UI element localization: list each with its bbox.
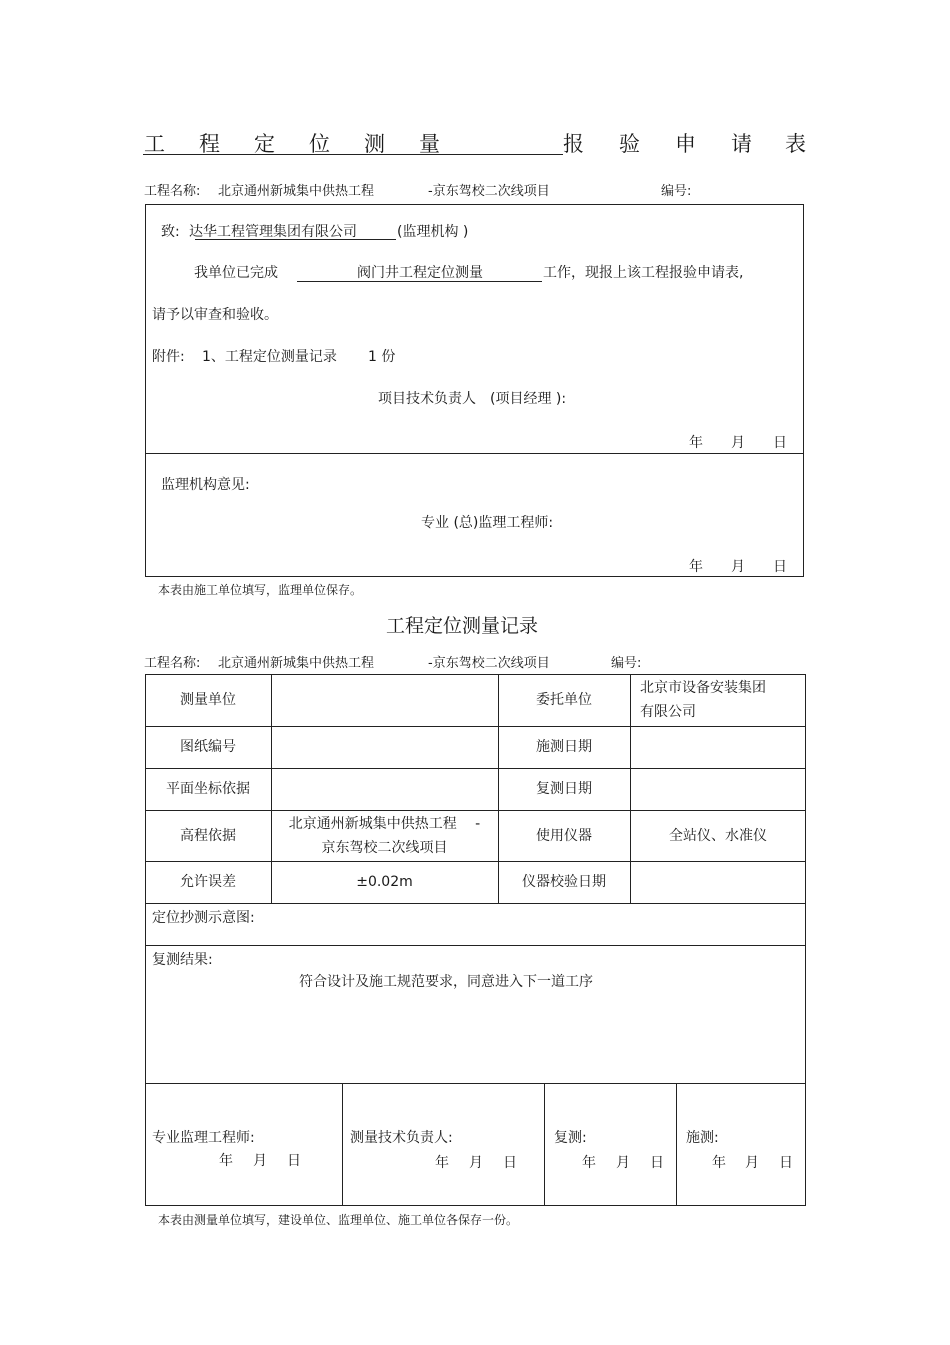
completed-prefix: 我单位已完成 bbox=[194, 265, 278, 281]
value-elevation-basis[interactable] bbox=[271, 810, 498, 861]
divider bbox=[145, 453, 804, 454]
review-line: 请予以审查和验收。 bbox=[152, 307, 278, 323]
date-year: 年 bbox=[689, 435, 703, 451]
completed-work: 阀门井工程定位测量 bbox=[357, 265, 483, 281]
date-day: 日 bbox=[773, 435, 787, 451]
client-unit-line1: 北京市设备安装集团 bbox=[640, 680, 766, 696]
form1-title-char: 测 bbox=[364, 132, 385, 156]
form1-title-char: 申 bbox=[675, 132, 696, 156]
form1-title-char: 量 bbox=[419, 132, 440, 156]
recheck-label: 复测结果: bbox=[152, 952, 213, 968]
project-label: 工程名称: bbox=[144, 184, 201, 199]
form1-title-char: 工 bbox=[144, 132, 165, 156]
sign-surveyor-label: 施测: bbox=[686, 1130, 719, 1146]
number-label: 编号: bbox=[661, 184, 692, 199]
form1-title-char: 位 bbox=[309, 132, 330, 156]
date-month: 月 bbox=[253, 1153, 267, 1169]
row-line bbox=[145, 903, 806, 904]
label-client-unit: 委托单位 bbox=[536, 692, 592, 708]
form2-footnote: 本表由测量单位填写，建设单位、监理单位、施工单位各保存一份。 bbox=[158, 1213, 519, 1227]
form1-title-char: 报 bbox=[563, 132, 584, 156]
date-month: 月 bbox=[731, 559, 745, 575]
label-elevation-basis: 高程依据 bbox=[180, 827, 236, 844]
project-name: 北京通州新城集中供热工程 bbox=[218, 656, 375, 671]
sign-recheck-label: 复测: bbox=[554, 1130, 587, 1146]
client-unit-line2: 有限公司 bbox=[640, 704, 696, 720]
col-line bbox=[342, 1083, 343, 1206]
project-name-suffix: -京东驾校二次线项目 bbox=[428, 184, 550, 199]
date-month: 月 bbox=[745, 1155, 759, 1171]
date-day: 日 bbox=[779, 1155, 793, 1171]
date-month: 月 bbox=[469, 1155, 483, 1171]
to-org-underline bbox=[195, 239, 396, 240]
value-instrument[interactable]: 全站仪、水准仪 bbox=[669, 827, 767, 844]
value-calibration-date[interactable] bbox=[630, 861, 806, 903]
value-tolerance[interactable]: ±0.02m bbox=[356, 874, 413, 890]
supervisor-engineer-label: 专业 (总)监理工程师: bbox=[421, 515, 554, 531]
value-client-unit[interactable] bbox=[630, 674, 806, 726]
date-year: 年 bbox=[689, 559, 703, 575]
attach-count: 1 份 bbox=[368, 349, 396, 365]
value-plane-coordinate-basis[interactable] bbox=[271, 768, 498, 810]
sketch-label: 定位抄测示意图: bbox=[152, 910, 255, 926]
form2-title: 工程定位测量记录 bbox=[386, 615, 539, 637]
title-underline bbox=[143, 154, 563, 155]
label-drawing-number: 图纸编号 bbox=[180, 739, 236, 755]
col-line bbox=[544, 1083, 545, 1206]
date-year: 年 bbox=[219, 1153, 233, 1169]
date-day: 日 bbox=[503, 1155, 517, 1171]
label-tolerance: 允许误差 bbox=[180, 874, 236, 890]
value-survey-date[interactable] bbox=[630, 726, 806, 768]
date-day: 日 bbox=[287, 1153, 301, 1169]
project-name-suffix: -京东驾校二次线项目 bbox=[428, 656, 550, 671]
label-measure-unit: 测量单位 bbox=[180, 692, 236, 708]
form1-title-char: 请 bbox=[731, 132, 752, 156]
row-line bbox=[145, 945, 806, 946]
date-year: 年 bbox=[712, 1155, 726, 1171]
sign-tech-lead-label: 测量技术负责人: bbox=[350, 1130, 453, 1146]
date-day: 日 bbox=[650, 1155, 664, 1171]
label-recheck-date: 复测日期 bbox=[536, 781, 592, 797]
label-calibration-date: 仪器校验日期 bbox=[522, 874, 606, 890]
date-month: 月 bbox=[731, 435, 745, 451]
project-name: 北京通州新城集中供热工程 bbox=[218, 184, 375, 199]
date-year: 年 bbox=[582, 1155, 596, 1171]
date-year: 年 bbox=[435, 1155, 449, 1171]
form1-title-char: 程 bbox=[199, 132, 220, 156]
sign-supervisor-label: 专业监理工程师: bbox=[152, 1130, 255, 1146]
col-line bbox=[676, 1083, 677, 1206]
date-day: 日 bbox=[773, 559, 787, 575]
form1-footnote: 本表由施工单位填写，监理单位保存。 bbox=[158, 583, 363, 597]
value-measure-unit[interactable] bbox=[271, 674, 498, 726]
tech-lead-label: 项目技术负责人 (项目经理 ): bbox=[378, 391, 567, 407]
number-label: 编号: bbox=[611, 656, 642, 671]
completed-work-underline bbox=[297, 281, 542, 282]
to-suffix: (监理机构 ) bbox=[397, 224, 469, 240]
form1-title-char: 定 bbox=[254, 132, 275, 156]
elevation-basis-line1: 北京通州新城集中供热工程 - bbox=[288, 815, 481, 832]
value-drawing-number[interactable] bbox=[271, 726, 498, 768]
to-org: 达华工程管理集团有限公司 bbox=[189, 224, 357, 240]
date-month: 月 bbox=[616, 1155, 630, 1171]
attach-label: 附件: bbox=[152, 349, 185, 365]
label-plane-coordinate-basis: 平面坐标依据 bbox=[166, 781, 250, 797]
to-label: 致: bbox=[161, 224, 180, 240]
attach-item: 1、工程定位测量记录 bbox=[202, 349, 337, 365]
completed-suffix: 工作，现报上该工程报验申请表, bbox=[543, 265, 744, 281]
form1-title-char: 表 bbox=[785, 132, 806, 156]
form1-title-char: 验 bbox=[619, 132, 640, 156]
supervisor-opinion-label: 监理机构意见: bbox=[161, 477, 250, 493]
elevation-basis-line2: 京东驾校二次线项目 bbox=[321, 839, 448, 856]
label-instrument: 使用仪器 bbox=[536, 827, 592, 844]
row-line bbox=[145, 1083, 806, 1084]
recheck-result: 符合设计及施工规范要求，同意进入下一道工序 bbox=[299, 974, 593, 990]
value-recheck-date[interactable] bbox=[630, 768, 806, 810]
label-survey-date: 施测日期 bbox=[536, 739, 592, 755]
project-label: 工程名称: bbox=[144, 656, 201, 671]
